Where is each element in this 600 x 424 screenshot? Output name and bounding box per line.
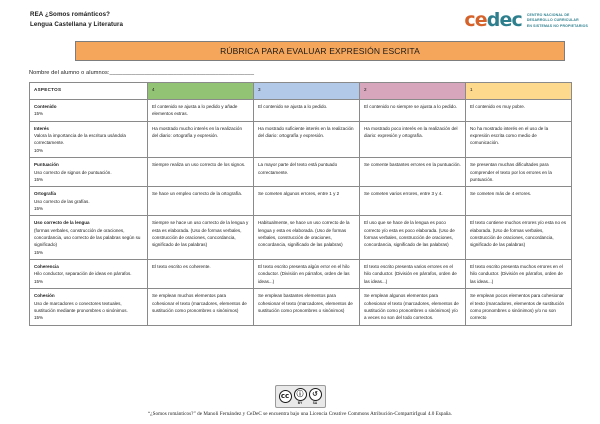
rea-title-line2: Lengua Castellana y Literatura <box>30 20 124 28</box>
rubric-descriptor-cell-level4: El contenido se ajusta a lo pedido y añade elementos extras. <box>148 100 254 122</box>
rubric-descriptor-cell-level2: El texto escrito presenta varios errores en el hilo conductor. (División en párrafos, orden de las ideas...) <box>360 260 466 289</box>
aspect-description: (formas verbales, construcción de oraciones, concordancia, uso correcto de las palabras según su significado) <box>34 227 141 248</box>
aspect-title: Ortografía <box>34 191 56 197</box>
aspect-title: Contenido <box>34 104 57 109</box>
rubric-descriptor-cell-level2: Se cometen varios errores, entre 3 y 4. <box>360 187 466 216</box>
cedec-logo <box>464 11 588 30</box>
aspect-weight: 15% <box>34 111 44 117</box>
table-row <box>30 260 572 289</box>
aspect-title: Coherencia <box>34 264 59 270</box>
table-row <box>30 100 572 122</box>
column-header-level-4: 4 <box>148 83 254 100</box>
rubric-descriptor-cell-level4: El texto escrito es coherente. <box>148 260 254 289</box>
table-header-row <box>30 83 572 100</box>
cc-icon: cc <box>279 390 292 403</box>
rubric-aspect-cell <box>30 187 148 216</box>
column-header-aspectos: ASPECTOS <box>30 83 148 100</box>
rubric-descriptor-cell-level2: Se emplean algunos elementos para cohesionar el texto (marcadores, elementos de sustitución como pronombres o sinónimos) y/o a veces no son del todo correctos. <box>360 289 466 325</box>
aspect-description: Valora la importancia de la escritura usándola correctamente. <box>34 133 126 146</box>
license-text: “¿Somos románticos?” de Manoli Fernández y CeDeC se encuentra bajo una Licencia Creative Commons Atribución-CompartirIgual 4.0 España. <box>147 411 453 418</box>
creative-commons-badge <box>275 385 326 409</box>
column-header-level-2: 2 <box>360 83 466 100</box>
rubric-descriptor-cell-level3: La mayor parte del texto está puntuado correctamente. <box>254 158 360 187</box>
aspect-weight: 10% <box>34 147 44 153</box>
rubric-descriptor-cell-level2: El uso que se hace de la lengua es poco correcto y/o esta es poco elaborada. (Uso de formas verbales, construcción de oraciones, concordancia, significado de las palabras) <box>360 216 466 260</box>
rubric-descriptor-cell-level4: Se hace un empleo correcto de la ortografía. <box>148 187 254 216</box>
rea-title-line1: REA ¿Somos románticos? <box>30 11 111 18</box>
cedec-logo-wordmark <box>464 11 521 30</box>
cc-sa-label: SA <box>312 401 318 406</box>
table-row <box>30 158 572 187</box>
page-title: RÚBRICA PARA EVALUAR EXPRESIÓN ESCRITA <box>220 46 420 56</box>
rubric-aspect-cell <box>30 158 148 187</box>
table-row <box>30 289 572 325</box>
cc-sa-item <box>309 388 322 406</box>
logo-subtitle-line1: CENTRO NACIONAL DE <box>526 13 570 18</box>
rubric-descriptor-cell-level4: Ha mostrado mucho interés en la realización del diario: ortografía y expresión. <box>148 121 254 157</box>
logo-subtitle-line2: DESARROLLO CURRICULAR <box>526 18 579 23</box>
rubric-descriptor-cell-level4: Siempre realiza un uso correcto de los signos. <box>148 158 254 187</box>
aspect-description: Uso correcto de las grafías. <box>34 198 90 204</box>
aspect-title: Interés <box>34 125 49 131</box>
aspect-weight: 15% <box>34 205 44 211</box>
aspect-weight: 15% <box>34 315 44 321</box>
rubric-descriptor-cell-level3: Se emplean bastantes elementos para cohesionar el texto (marcadores, elementos de sustitución como pronombres o sinónimos) <box>254 289 360 325</box>
rubric-aspect-cell <box>30 260 148 289</box>
rubric-table-head <box>30 83 572 100</box>
aspect-weight: 15% <box>34 278 44 284</box>
rubric-descriptor-cell-level3: Habitualmente, se hace un uso correcto de la lengua y esta es elaborada. (Uso de formas verbales, construcción de oraciones, concordancia, significado de las palabras) <box>254 216 360 260</box>
rubric-descriptor-cell-level2: Ha mostrado poco interés en la realización del diario: expresión y ortografía. <box>360 121 466 157</box>
rubric-descriptor-cell-level1: Se cometen más de 4 errores. <box>466 187 572 216</box>
rea-title <box>30 10 123 29</box>
student-name-field-label: Nombre del alumno o alumnos:_____________________________________________ <box>29 70 255 76</box>
rubric-aspect-cell <box>30 100 148 122</box>
rubric-descriptor-cell-level1: El texto contiene muchos errores y/o esta no es elaborada. (Uso de formas verbales, construcción de oraciones, concordancia, significado de las palabras) <box>466 216 572 260</box>
rubric-table <box>29 82 572 326</box>
rubric-descriptor-cell-level4: Se emplean muchos elementos para cohesionar el texto (marcadores, elementos de sustitución como pronombres o sinónimos) <box>148 289 254 325</box>
rubric-aspect-cell <box>30 121 148 157</box>
document-footer <box>0 385 600 418</box>
aspect-title: Puntuación <box>34 162 59 168</box>
aspect-title: Uso correcto de la lengua <box>34 220 90 226</box>
rubric-descriptor-cell-level1: Se presentan muchas dificultades para comprender el texto por los errores en la puntuación. <box>466 158 572 187</box>
rubric-descriptor-cell-level3: Se cometen algunos errores, entre 1 y 2 <box>254 187 360 216</box>
cc-by-item <box>294 388 307 406</box>
rubric-aspect-cell <box>30 216 148 260</box>
rubric-table-body <box>30 100 572 326</box>
logo-text-ce: ce <box>464 9 487 31</box>
aspect-weight: 15% <box>34 249 44 255</box>
logo-text-dec: dec <box>486 9 522 31</box>
rubric-descriptor-cell-level4: Siempre se hace un uso correcto de la lengua y esta es elaborada. (Uso de formas verbales, construcción de oraciones, concordancia, significado de las palabras) <box>148 216 254 260</box>
column-header-level-3: 3 <box>254 83 360 100</box>
rubric-descriptor-cell-level1: El contenido es muy pobre. <box>466 100 572 122</box>
column-header-level-1: 1 <box>466 83 572 100</box>
table-row <box>30 187 572 216</box>
rubric-descriptor-cell-level3: El texto escrito presenta algún error en el hilo conductor. (División en párrafos, orden de las ideas...) <box>254 260 360 289</box>
aspect-weight: 15% <box>34 176 44 182</box>
cc-sa-icon: ↺ <box>309 388 322 401</box>
cc-by-label: BY <box>297 401 303 406</box>
aspect-title: Cohesión <box>34 293 55 299</box>
rubric-descriptor-cell-level2: Se comente bastantes errores en la puntuación. <box>360 158 466 187</box>
rubric-descriptor-cell-level1: El texto escrito presenta muchos errores en el hilo conductor. (División en párrafos, orden de las ideas...) <box>466 260 572 289</box>
document-header <box>0 10 600 40</box>
aspect-description: Hilo conductor, separación de ideas en párrafos. <box>34 271 132 277</box>
rubric-descriptor-cell-level3: Ha mostrado suficiente interés en la realización del diario: ortografía y expresión. <box>254 121 360 157</box>
rubric-descriptor-cell-level1: No ha mostrado interés en el uso de la expresión escrita como medio de comunicación. <box>466 121 572 157</box>
aspect-description: Uso de marcadores o conectores textuales, sustitución mediante pronombres o sinónimos. <box>34 300 128 313</box>
cedec-logo-subtitle <box>527 12 588 28</box>
rubric-descriptor-cell-level1: Se emplean pocos elementos para cohesionar el texto (marcadores, elementos de sustitución como pronombres o sinónimos) y/o no son correcto <box>466 289 572 325</box>
cc-by-icon: ⓘ <box>294 388 307 401</box>
rubric-descriptor-cell-level3: El contenido se ajusta a lo pedido. <box>254 100 360 122</box>
table-row <box>30 121 572 157</box>
rubric-aspect-cell <box>30 289 148 325</box>
document-title-band <box>75 41 565 61</box>
aspect-description: Uso correcto de signos de puntuación. <box>34 169 112 175</box>
rubric-descriptor-cell-level2: El contenido no siempre se ajusta a lo pedido. <box>360 100 466 122</box>
logo-subtitle-line3: EN SISTEMAS NO PROPIETARIOS <box>526 23 588 28</box>
table-row <box>30 216 572 260</box>
